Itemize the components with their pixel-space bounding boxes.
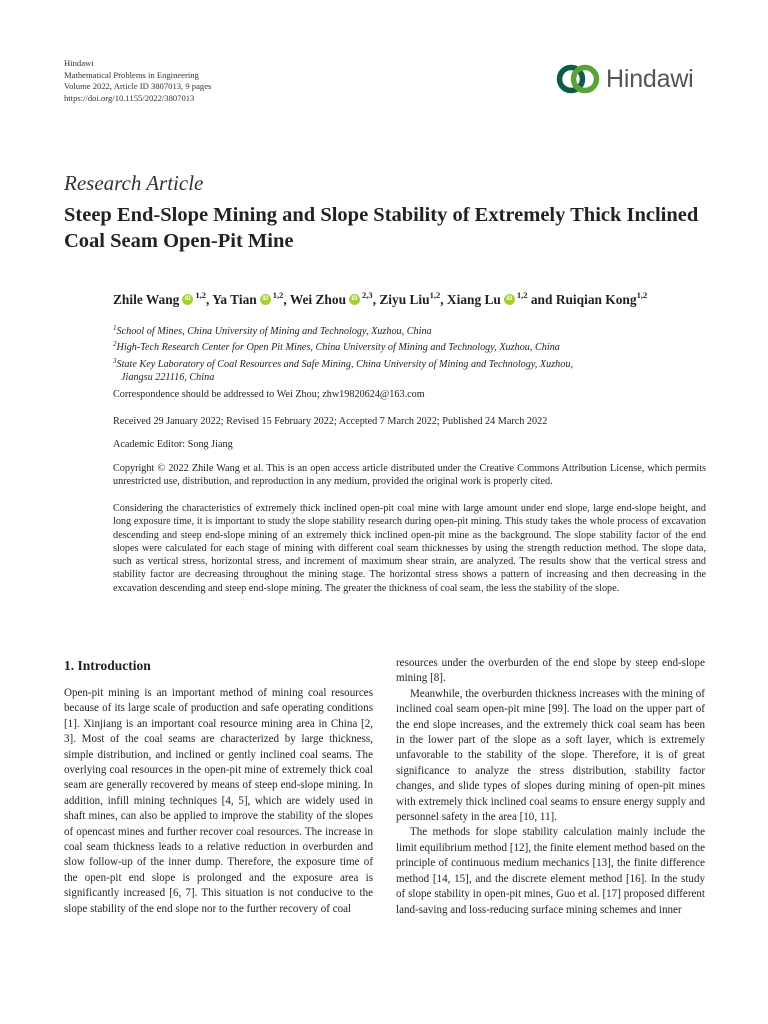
- publication-dates: Received 29 January 2022; Revised 15 February 2022; Accepted 7 March 2022; Published 24 March 2022: [113, 416, 548, 427]
- affiliation-line: [113, 322, 713, 338]
- doi-link[interactable]: https://doi.org/10.1155/2022/3807013: [64, 92, 195, 103]
- paragraph: Meanwhile, the overburden thickness increases with the mining of inclined coal seam open-pit mine [99]. The load on the upper part of the end slope increases, and the extremely thick coal seam has been in the lower part of the slope as a soft layer, which is extremely unfavorable to the stability of the slope. Therefore, it is of great significance to analyze the stress distribution, stability factor changes, and slide types of slopes during mining of open-pit mines with extremely thick inclined coal seams to ensure energy supply and personnel safety in the area [10, 11].: [396, 687, 705, 824]
- author-separator: ,: [440, 292, 447, 307]
- paragraph: Open-pit mining is an important method of mining coal resources because of its large scale of production and safe operating conditions [1]. Xinjiang is an important coal resource mining area in China [2, 3]. Most of the coal seams are characterized by large thickness, simple distribution, and inclined or gently inclined coal seams. The overlying coal resources in the open-pit mine of extremely thick coal seam are generally recovered by means of steep end-slope mining. In addition, infill mining techniques [4, 5], which are widely used in shaft mines, can also be applied to improve the stability of the slopes of opencast mines and further recover coal resources. The increase in coal seam thickness leads to a relative reduction in overburden and slow follow-up of the inner dump. Therefore, the exposure time of the open-pit end slope is prolonged and the exposure area is significantly increased [6, 7]. This situation is not conducive to the slope stability of the end slope nor to the further recovery of coal: [64, 687, 373, 915]
- affiliation-number: 2: [113, 340, 117, 349]
- affiliation-line: [113, 338, 713, 354]
- author-list: [113, 290, 647, 308]
- logo-wordmark: Hindawi: [606, 64, 694, 93]
- author-separator: ,: [205, 292, 213, 307]
- affiliation-line: [113, 355, 713, 371]
- affiliation-text: High-Tech Research Center for Open Pit Mines, China University of Mining and Technology, Xuzhou, China: [116, 342, 560, 354]
- affiliation-number: 3: [113, 356, 117, 365]
- volume-line: Volume 2022, Article ID 3807013, 9 pages: [64, 81, 212, 92]
- section-heading: 1. Introduction: [64, 658, 151, 673]
- body-column-left: [64, 686, 373, 917]
- author-name: Ruiqian Kong: [555, 292, 637, 307]
- publisher-name: Hindawi: [64, 58, 94, 68]
- correspondence: Correspondence should be addressed to Wei Zhou; zhw19820624@163.com: [113, 389, 425, 400]
- author-name: Ya Tian: [212, 292, 257, 307]
- author-separator: ,: [283, 292, 290, 307]
- body-column-right: [396, 656, 705, 918]
- journal-name: Mathematical Problems in Engineering: [64, 69, 199, 80]
- affiliation-text: School of Mines, China University of Mining and Technology, Xuzhou, China: [116, 326, 432, 337]
- author-affiliation-marker: 1,2: [195, 290, 206, 300]
- orcid-icon[interactable]: [260, 294, 271, 305]
- copyright-notice: Copyright © 2022 Zhile Wang et al. This is an open access article distributed under the Creative Commons Attribution License, which permits unrestricted use, distribution, and reproduction in any medium, provided the original work is properly cited.: [113, 463, 706, 488]
- author-name: Xiang Lu: [446, 292, 501, 307]
- author-separator: and: [527, 292, 556, 307]
- author-affiliation-marker: 1,2: [636, 290, 648, 300]
- author-affiliation-marker: 1,2: [429, 290, 441, 300]
- academic-editor: Academic Editor: Song Jiang: [113, 439, 233, 450]
- journal-info: [64, 58, 211, 104]
- article-type: Research Article: [64, 171, 204, 195]
- author-name: Wei Zhou: [289, 292, 347, 307]
- paragraph: The methods for slope stability calculation mainly include the limit equilibrium method [12], the finite element method based on the principle of continuous medium mechanics [13], the finite difference method [14, 15], and the discrete element method [16]. In the study of slope stability in open-pit mines, Guo et al. [17] proposed different land-saving and loss-reducing surface mining schemes and inner: [396, 826, 705, 916]
- orcid-icon[interactable]: [182, 294, 193, 305]
- paper-title: Steep End-Slope Mining and Slope Stability of Extremely Thick Inclined Coal Seam Open-Pit Mine: [64, 204, 699, 252]
- hindawi-logo-icon: [556, 62, 600, 96]
- orcid-icon[interactable]: [504, 294, 515, 305]
- author-name: Zhile Wang: [113, 292, 180, 307]
- author-name: Ziyu Liu: [379, 292, 430, 307]
- affiliation-text: State Key Laboratory of Coal Resources and Safe Mining, China University of Mining and Technology, Xuzhou,: [116, 358, 574, 370]
- hindawi-logo[interactable]: [556, 60, 694, 98]
- author-affiliation-marker: 2,3: [362, 290, 373, 300]
- paragraph: resources under the overburden of the end slope by steep end-slope mining [8].: [396, 657, 705, 685]
- author-separator: ,: [372, 292, 380, 307]
- abstract: Considering the characteristics of extremely thick inclined open-pit coal mine with large amount under end slope, large end-slope height, and long exposure time, it is important to study the slope stability research during open-pit mining. This study takes the whole process of excavation descending and steep end-slope mining of an extremely thick inclined open-pit mine as the background. The slope stability factor of the end slopes were calculated for each stage of mining with different coal seam thicknesses by using the strength reduction method. The slope data, such as vertical stress, horizontal stress, and increment of maximum shear strain, are analyzed. The results show that the vertical stress and stability factor are decreasing throughout the mining stage. The horizontal stress shows a pattern of increasing and then decreasing in the excavation descending and steep end-slope mining. The greater the thickness of coal seam, the less the stability of the slope.: [113, 503, 706, 594]
- author-affiliation-marker: 1,2: [272, 290, 284, 300]
- affiliation-continuation: Jiangsu 221116, China: [121, 372, 215, 384]
- affiliations: [113, 322, 713, 385]
- author-affiliation-marker: 1,2: [516, 290, 528, 300]
- affiliation-number: 1: [113, 324, 117, 332]
- orcid-icon[interactable]: [349, 294, 360, 305]
